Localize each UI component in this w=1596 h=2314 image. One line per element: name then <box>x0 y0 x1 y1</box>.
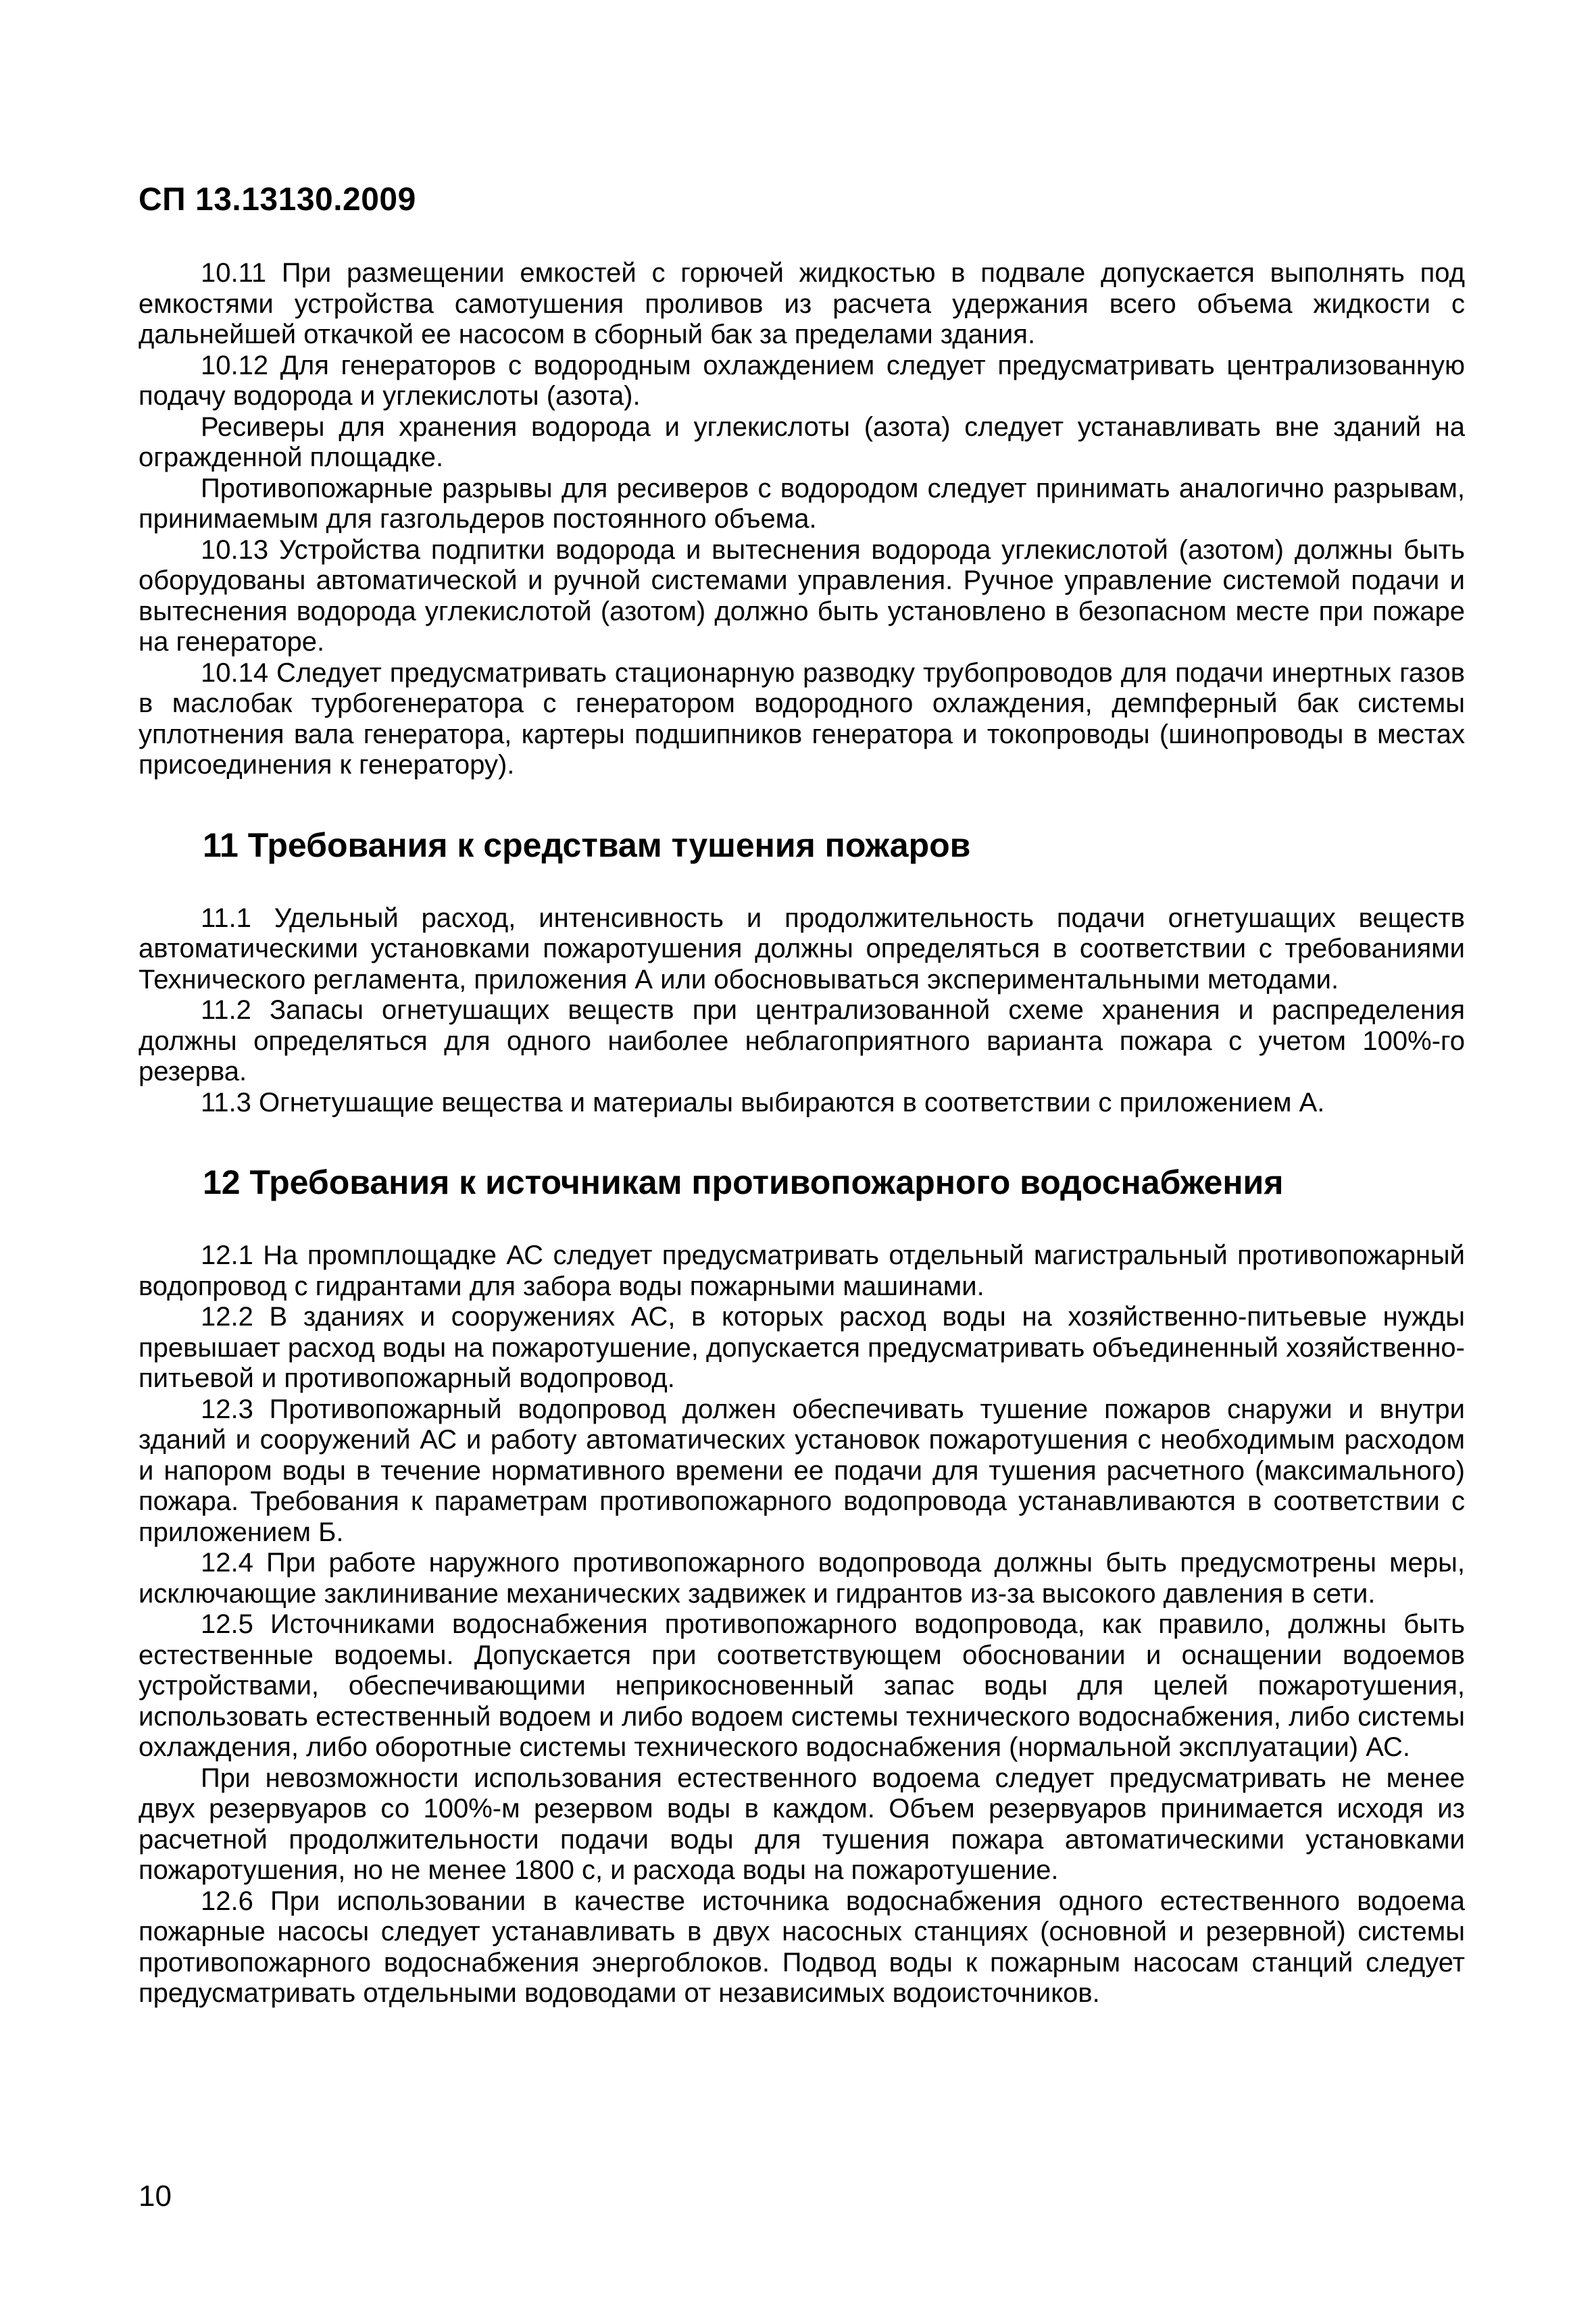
paragraph-10-11: 10.11 При размещении емкостей с горючей жидкостью в подвале допускается выполнять под емкостями устройства самотушения проливов из расчета удержания всего объема жидкости с дальнейшей откачкой ее насосом в сборный бак за пределами здания. <box>139 258 1465 349</box>
paragraph-10-12-breaks: Противопожарные разрывы для ресиверов с водородом следует принимать аналогично разрывам, принимаемым для газгольдеров постоянного объема. <box>139 473 1465 534</box>
paragraph-11-3: 11.3 Огнетушащие вещества и материалы выбираются в соответствии с приложением А. <box>201 1087 1325 1117</box>
document-body <box>139 258 1465 2009</box>
section-heading-12: 12 Требования к источникам противопожарного водоснабжения <box>203 1163 1284 1201</box>
paragraph-12-2: 12.2 В зданиях и сооружениях АС, в которых расход воды на хозяйственно-питьевые нужды превышает расход воды на пожаротушение, допускается предусматривать объединенный хозяйственно-питьевой и противопожарный водопровод. <box>139 1302 1465 1393</box>
paragraph-10-13: 10.13 Устройства подпитки водорода и вытеснения водорода углекислотой (азотом) должны быть оборудованы автоматической и ручной системами управления. Ручное управление системой подачи и вытеснения водорода углекислотой (азотом) должно быть установлено в безопасном месте при пожаре на генераторе. <box>139 534 1465 657</box>
paragraph-10-12-receivers: Ресиверы для хранения водорода и углекислоты (азота) следует устанавливать вне зданий на огражденной площадке. <box>139 411 1465 472</box>
paragraph-10-12: 10.12 Для генераторов с водородным охлаждением следует предусматривать централизованную подачу водорода и углекислоты (азота). <box>139 350 1465 411</box>
paragraph-12-5: 12.5 Источниками водоснабжения противопожарного водопровода, как правило, должны быть естественные водоемы. Допускается при соответствующем обосновании и оснащении водоемов устройствами, обеспечивающими неприкосновенный запас воды для целей пожаротушения, использовать естественный водоем и либо водоем системы технического водоснабжения, либо системы охлаждения, либо оборотные системы технического водоснабжения (нормальной эксплуатации) АС. <box>139 1609 1465 1762</box>
document-header: СП 13.13130.2009 <box>139 182 416 218</box>
paragraph-11-1: 11.1 Удельный расход, интенсивность и продолжительность подачи огнетушащих веществ автоматическими установками пожаротушения должны определяться в соответствии с требованиями Технического регламента, приложения А или обосновываться экспериментальными методами. <box>139 903 1465 995</box>
paragraph-12-4: 12.4 При работе наружного противопожарного водопровода должны быть предусмотрены меры, исключающие заклинивание механических задвижек и гидрантов из-за высокого давления в сети. <box>139 1548 1465 1609</box>
paragraph-10-14: 10.14 Следует предусматривать стационарную разводку трубопроводов для подачи инертных газов в маслобак турбогенератора с генератором водородного охлаждения, демпферный бак системы уплотнения вала генератора, картеры подшипников генератора и токопроводы (шинопроводы в местах присоединения к генератору). <box>139 657 1465 780</box>
page-number: 10 <box>139 2180 172 2213</box>
paragraph-12-1: 12.1 На промплощадке АС следует предусматривать отдельный магистральный противопожарный водопровод с гидрантами для забора воды пожарными машинами. <box>139 1240 1465 1301</box>
paragraph-12-5-reservoirs: При невозможности использования естественного водоема следует предусматривать не менее двух резервуаров со 100%-м резервом воды в каждом. Объем резервуаров принимается исходя из расчетной продолжительности подачи воды для тушения пожара автоматическими установками пожаротушения, но не менее 1800 с, и расхода воды на пожаротушение. <box>139 1763 1465 1885</box>
paragraph-12-3: 12.3 Противопожарный водопровод должен обеспечивать тушение пожаров снаружи и внутри зданий и сооружений АС и работу автоматических установок пожаротушения с необходимым расходом и напором воды в течение нормативного времени ее подачи для тушения расчетного (максимального) пожара. Требования к параметрам противопожарного водопровода устанавливаются в соответствии с приложением Б. <box>139 1394 1465 1547</box>
section-heading-11: 11 Требования к средствам тушения пожаров <box>203 826 971 864</box>
paragraph-11-2: 11.2 Запасы огнетушащих веществ при централизованной схеме хранения и распределения должны определяться для одного наиболее неблагоприятного варианта пожара с учетом 100%-го резерва. <box>139 995 1465 1086</box>
paragraph-12-6: 12.6 При использовании в качестве источника водоснабжения одного естественного водоема пожарные насосы следует устанавливать в двух насосных станциях (основной и резервной) системы противопожарного водоснабжения энергоблоков. Подвод воды к пожарным насосам станций следует предусматривать отдельными водоводами от независимых водоисточников. <box>139 1886 1465 2008</box>
